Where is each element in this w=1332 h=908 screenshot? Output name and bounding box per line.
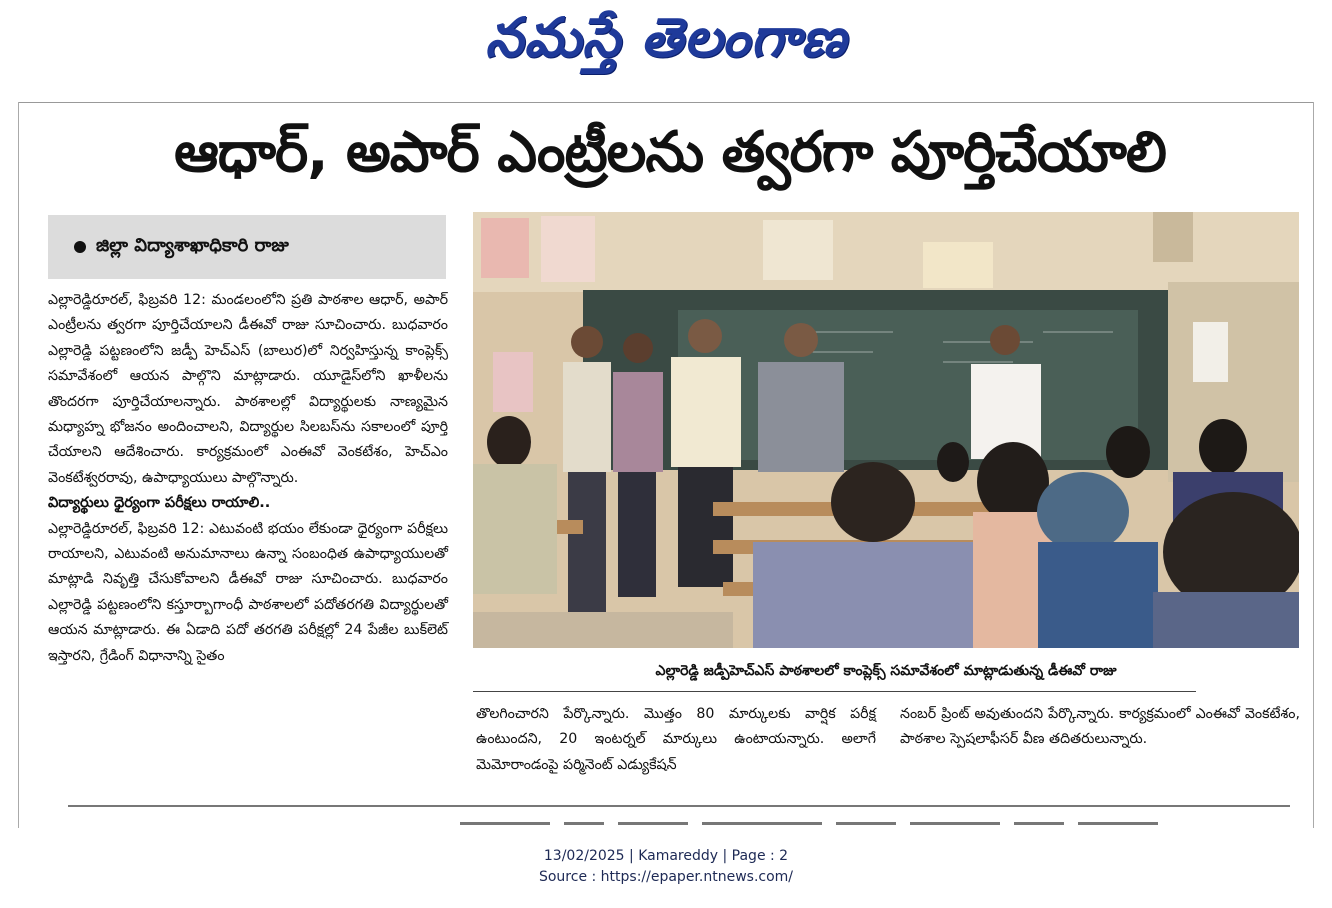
footer-source-line: Source : https://epaper.ntnews.com/ <box>538 869 794 885</box>
article-paragraph-3: తొలగించారని పేర్కొన్నారు. మొత్తం 80 మార్కులకు వార్షిక పరీక్ష ఉంటుందని, 20 ఇంటర్నల్ మార్కులు ఉంటాయన్నారు. అలాగే మెమోరాండంపై పర్మినెంట్ ఎడ్యుకేషన్ <box>476 706 876 773</box>
subhead: జిల్లా విద్యాశాఖాధికారి రాజు <box>96 234 289 256</box>
top-rule <box>18 102 1314 103</box>
classroom-photo-illustration <box>473 212 1299 648</box>
article-column-left <box>48 288 448 669</box>
bullet-icon <box>74 241 86 253</box>
footer-date-line: 13/02/2025 | Kamareddy | Page : 2 <box>543 848 789 864</box>
subhead-box <box>48 215 446 279</box>
footer <box>0 846 1332 888</box>
article-paragraph-2: ఎల్లారెడ్డిరూరల్, ఫిబ్రవరి 12: ఎటువంటి భయం లేకుండా ధైర్యంగా పరీక్షలు రాయాలని, ఎటువంటి అనుమానాలు ఉన్నా సంబంధిత ఉపాధ్యాయులతో మాట్లాడి నివృత్తి చేసుకోవాలని డీఈవో రాజు సూచించారు. బుధవారం ఎల్లారెడ్డి పట్టణంలోని కస్తూర్బాగాంధీ పాఠశాలలో పదోతరగతి విద్యార్థులతో ఆయన మాట్లాడారు. ఈ ఏడాది పదో తరగతి పరీక్షల్లో 24 పేజీల బుక్‌లెట్ ఇస్తారని, గ్రేడింగ్ విధానాన్ని సైతం <box>48 520 448 664</box>
newspaper-logo: నమస్తే తెలంగాణ <box>485 6 847 69</box>
caption-rule <box>473 691 1196 692</box>
masthead <box>0 0 1332 80</box>
article-column-right <box>900 702 1300 753</box>
news-photo <box>473 212 1299 648</box>
clip-left-edge <box>18 102 19 828</box>
article-headline: ఆధార్, అపార్ ఎంట్రీలను త్వరగా పూర్తిచేయాలి <box>174 120 1166 185</box>
article-column-middle <box>476 702 876 778</box>
article-paragraph-4: నంబర్ ప్రింట్ అవుతుందని పేర్కొన్నారు. కార్యక్రమంలో ఎంఈవో వెంకటేశం, పాఠశాల స్పెషలాఫీసర్ వీణ తదితరులున్నారు. <box>900 706 1300 748</box>
next-article-cut-edge <box>460 822 1220 830</box>
article-subheading: విద్యార్థులు ధైర్యంగా పరీక్షలు రాయాలి.. <box>48 495 271 512</box>
clip-right-edge <box>1313 102 1314 828</box>
article-paragraph-1: ఎల్లారెడ్డిరూరల్, ఫిబ్రవరి 12: మండలంలోని ప్రతి పాఠశాల ఆధార్, అపార్ ఎంట్రీలను త్వరగా పూర్తిచేయాలని డీఈవో రాజు సూచించారు. బుధవారం ఎల్లారెడ్డి పట్టణంలోని జడ్పీ హెచ్ఎస్ (బాలుర)లో నిర్వహిస్తున్న కాంప్లెక్స్ సమావేశంలో ఆయన పాల్గొని మాట్లాడారు. యూడైస్‌లోని ఖాళీలను తొందరగా పూర్తిచేయాలన్నారు. పాఠశాలల్లో విద్యార్థులకు నాణ్యమైన మధ్యాహ్న భోజనం అందించాలని, విద్యార్థుల సిలబస్‌ను సకాలంలో పూర్తి చేయాలని ఆదేశించారు. కార్యక్రమంలో ఎంఈవో వెంకటేశం, హెచ్ఎం వెంకటేశ్వరరావు, ఉపాధ్యాయులు పాల్గొన్నారు. <box>48 292 448 486</box>
bottom-rule <box>68 805 1290 807</box>
photo-caption: ఎల్లారెడ్డి జడ్పీహెచ్ఎస్ పాఠశాలలో కాంప్లెక్స్ సమావేశంలో మాట్లాడుతున్న డీఈవో రాజు <box>655 663 1117 679</box>
